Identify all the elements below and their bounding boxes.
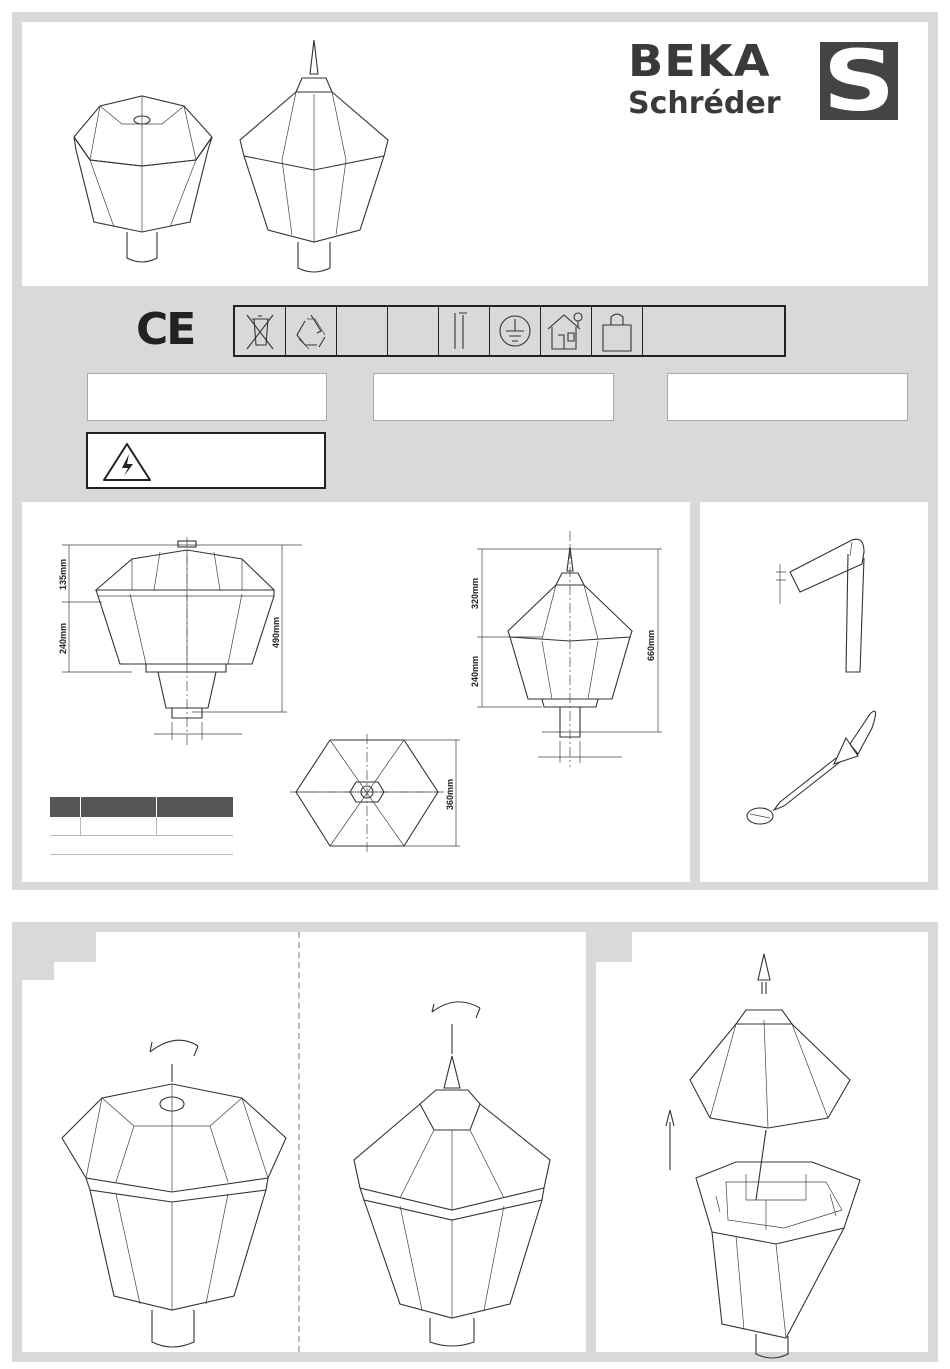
step-divider bbox=[298, 932, 300, 1352]
brand-line2: Schréder bbox=[628, 86, 781, 121]
spec-table bbox=[50, 797, 233, 855]
info-box-1 bbox=[87, 373, 327, 421]
product-header-panel bbox=[22, 22, 928, 286]
lamp-a-dimension-drawing bbox=[42, 532, 302, 792]
tools-panel bbox=[700, 502, 928, 882]
lamp-b-unscrew-illustration bbox=[340, 992, 580, 1332]
dim-lamp-b-total: 660mm bbox=[646, 629, 656, 661]
high-voltage-icon bbox=[102, 442, 152, 482]
dim-lamp-a-top: 135mm bbox=[58, 558, 68, 590]
hex-key-icon bbox=[772, 524, 892, 684]
screwdriver-icon bbox=[740, 698, 900, 838]
brand-mark-letter: S bbox=[822, 42, 896, 120]
blank-cell bbox=[337, 307, 388, 355]
brand-line1: BEKA bbox=[628, 36, 771, 87]
dim-lamp-a-middle: 240mm bbox=[58, 622, 68, 654]
spec-table-row bbox=[50, 836, 233, 855]
brand-mark bbox=[820, 42, 898, 120]
dimensions-panel bbox=[22, 502, 690, 882]
dim-lamp-a-total: 490mm bbox=[271, 616, 281, 648]
dim-lamp-b-middle: 240mm bbox=[470, 655, 480, 687]
lamp-open-illustration bbox=[616, 950, 916, 1350]
brand-logo bbox=[628, 36, 908, 124]
spec-table-row bbox=[50, 817, 233, 836]
lamp-b-dimension-drawing bbox=[462, 527, 682, 787]
indoor-outdoor-icon bbox=[541, 307, 592, 355]
blank-cell bbox=[388, 307, 439, 355]
recycle-icon bbox=[286, 307, 337, 355]
height-icon bbox=[439, 307, 490, 355]
dim-lamp-b-top: 320mm bbox=[470, 577, 480, 609]
step-1-tab-inner bbox=[54, 932, 96, 962]
earth-ground-icon bbox=[490, 307, 541, 355]
symbol-strip bbox=[233, 305, 786, 357]
lamp-b-illustration bbox=[232, 30, 432, 270]
spec-table-header bbox=[50, 797, 233, 817]
step-1-panel bbox=[22, 932, 586, 1352]
blank-wide-cell bbox=[643, 307, 784, 355]
dim-plan-width: 360mm bbox=[445, 778, 455, 810]
weee-bin-icon bbox=[235, 307, 286, 355]
step-1-tab bbox=[22, 932, 54, 980]
ce-mark: CE bbox=[136, 304, 195, 355]
electrical-warning-box bbox=[86, 432, 326, 489]
step-2-panel bbox=[596, 932, 928, 1352]
plan-view-drawing bbox=[290, 734, 490, 874]
info-box-3 bbox=[667, 373, 908, 421]
weight-icon bbox=[592, 307, 643, 355]
lamp-a-unscrew-illustration bbox=[56, 1022, 296, 1352]
info-box-2 bbox=[373, 373, 614, 421]
